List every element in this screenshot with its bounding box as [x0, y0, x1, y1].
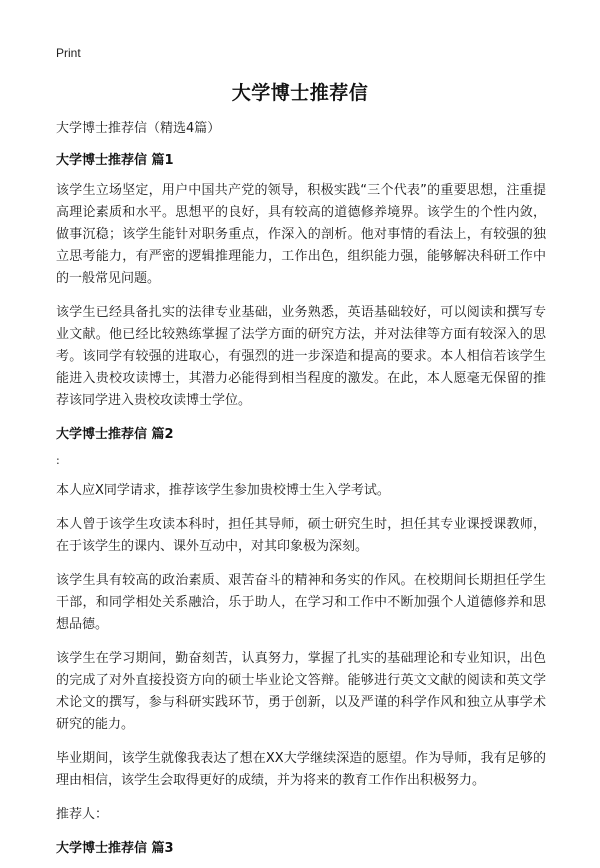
- page-title: 大学博士推荐信: [231, 82, 369, 104]
- document-subtitle: 大学博士推荐信（精选4篇）: [56, 121, 221, 136]
- section-heading-3: 大学博士推荐信 篇3: [56, 841, 174, 856]
- section-heading-1: 大学博士推荐信 篇1: [56, 153, 174, 168]
- section-2-paragraph-4: 该学生在学习期间，勤奋刻苦，认真努力，掌握了扎实的基础理论和专业知识，出色的完成了对外直接投资方向的硕士毕业论文答辩。能够进行英文文献的阅读和英文学术论文的撰写，参与科研实践环节，勇于创新，以及严谨的科学作风和独立从事学术研究的能力。: [56, 651, 546, 732]
- section-2-dot: :: [56, 454, 60, 467]
- section-2-paragraph-3: 该学生具有较高的政治素质、艰苦奋斗的精神和务实的作风。在校期间长期担任学生干部，和同学相处关系融洽，乐于助人，在学习和工作中不断加强个人道德修养和思想品德。: [56, 573, 546, 632]
- section-2-paragraph-2: 本人曾于该学生攻读本科时，担任其导师，硕士研究生时，担任其专业课授课教师，在于该学生的课内、课外互动中，对其印象极为深刻。: [56, 517, 546, 554]
- section-2-recommender: 推荐人：: [56, 807, 109, 822]
- print-label[interactable]: Print: [56, 46, 81, 60]
- section-1-paragraph-1: 该学生立场坚定，用户中国共产党的领导，积极实践“三个代表”的重要思想，注重提高理论素质和水平。思想平的良好，具有较高的道德修养境界。该学生的个性内敛，做事沉稳；该学生能针对职务重点，作深入的剖析。他对事情的看法上，有较强的独立思考能力，有严密的逻辑推理能力，工作出色，组织能力强，能够解决科研工作中的一般常见问题。: [56, 183, 546, 286]
- section-1-paragraph-2: 该学生已经具备扎实的法律专业基础，业务熟悉，英语基础较好，可以阅读和撰写专业文献。他已经比较熟练掌握了法学方面的研究方法，并对法律等方面有较深入的思考。该同学有较强的进取心，有强烈的进一步深造和提高的要求。本人相信若该学生能进入贵校攻读博士，其潜力必能得到相当程度的激发。在此，本人愿毫无保留的推荐该同学进入贵校攻读博士学位。: [56, 305, 546, 408]
- section-2-paragraph-1: 本人应X同学请求，推荐该学生参加贵校博士生入学考试。: [56, 483, 390, 498]
- section-heading-2: 大学博士推荐信 篇2: [56, 427, 174, 442]
- document-body: [56, 118, 546, 868]
- section-2-paragraph-5: 毕业期间，该学生就像我表达了想在XX大学继续深造的愿望。作为导师，我有足够的理由相信，该学生会取得更好的成绩，并为将来的教育工作作出积极努力。: [56, 751, 546, 788]
